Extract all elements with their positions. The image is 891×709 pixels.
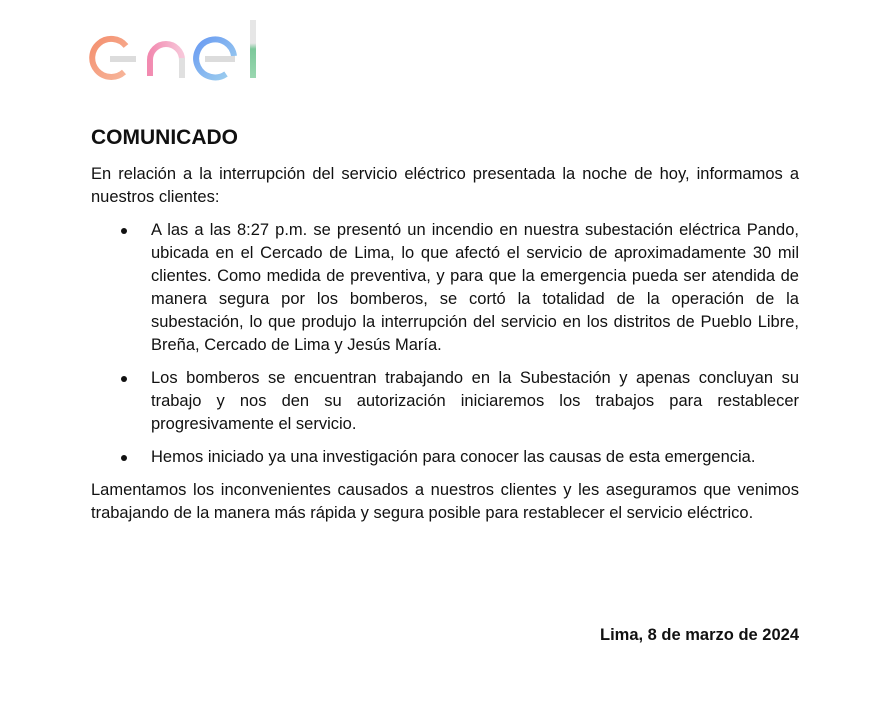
bullet-list [91,219,799,469]
document-date: Lima, 8 de marzo de 2024 [599,626,799,644]
bullet-icon [121,376,127,382]
bullet-text: Los bomberos se encuentran trabajando en la Subestación y apenas concluyan su trabajo y nos den su autorización iniciaremos los trabajos para restablecer progresivamente el servicio. [151,369,799,433]
bullet-icon [121,228,127,234]
bullet-item [91,446,799,469]
enel-logo-icon [88,16,264,86]
document-title: COMUNICADO [91,126,238,149]
closing-paragraph: Lamentamos los inconvenientes causados a nuestros clientes y les aseguramos que venimos trabajando de la manera más rápida y segura posible para restablecer el servicio eléctrico. [91,481,799,522]
enel-logo [88,16,264,86]
bullet-item [91,367,799,436]
bullet-text: Hemos iniciado ya una investigación para conocer las causas de esta emergencia. [151,448,756,466]
intro-paragraph: En relación a la interrupción del servicio eléctrico presentada la noche de hoy, informamos a nuestros clientes: [91,165,799,206]
press-release [91,124,799,535]
bullet-icon [121,455,127,461]
bullet-text: A las a las 8:27 p.m. se presentó un incendio en nuestra subestación eléctrica Pando, ubicada en el Cercado de Lima, lo que afectó el servicio de aproximadamente 30 mil clientes. Como medida de preventiva, y para que la emergencia pueda ser atendida de manera segura por los bomberos, se cortó la totalidad de la operación de la subestación, lo que produjo la interrupción del servicio en los distritos de Pueblo Libre, Breña, Cercado de Lima y Jesús María. [151,221,799,354]
bullet-item [91,219,799,357]
